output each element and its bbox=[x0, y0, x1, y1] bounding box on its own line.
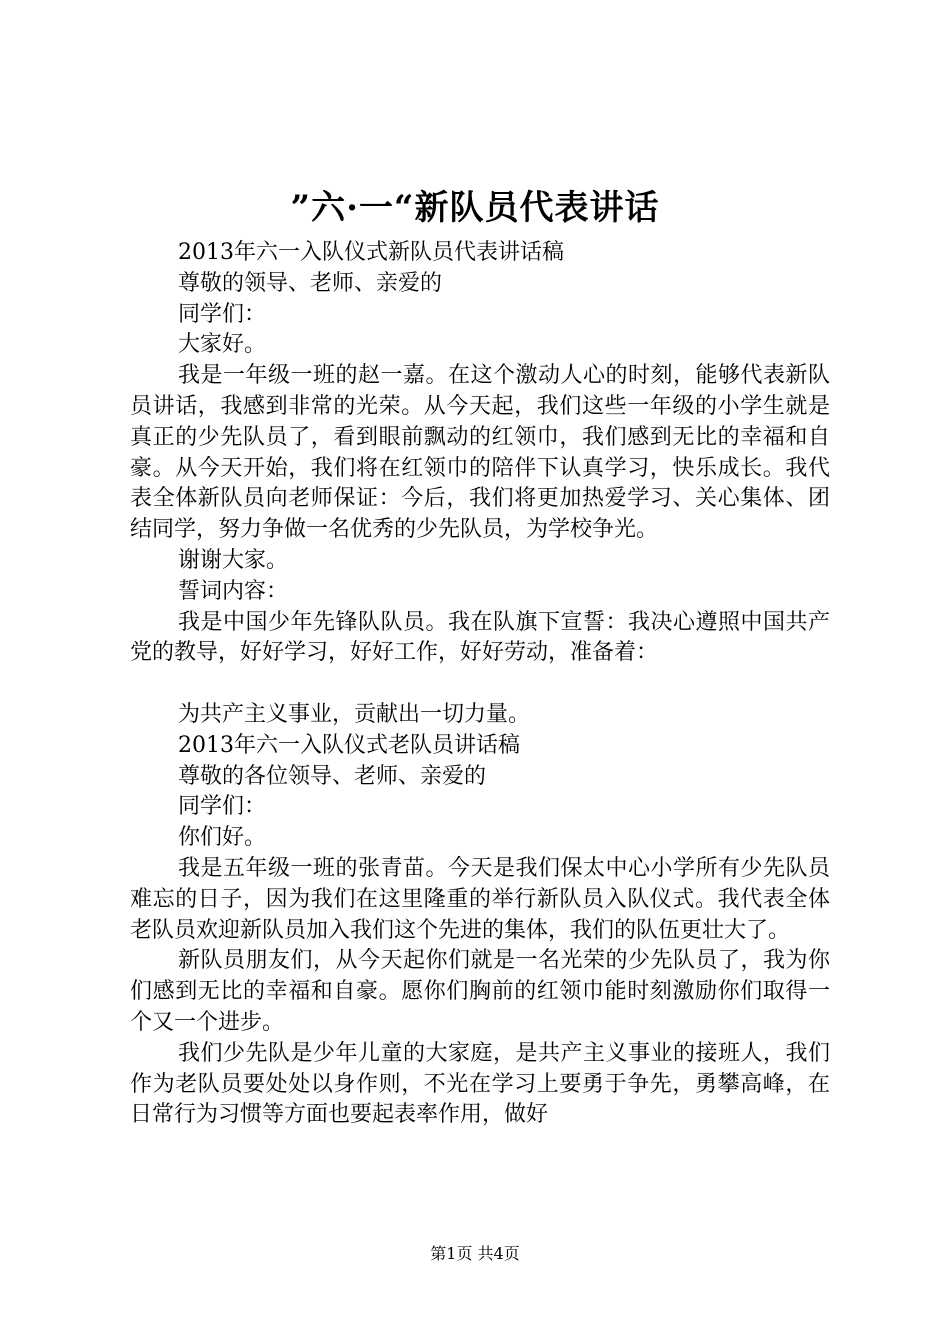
paragraph-speech-2-new-members: 新队员朋友们，从今天起你们就是一名光荣的少先队员了，我为你们感到无比的幸福和自豪。愿你们胸前的红领巾能时刻激励你们取得一个又一个进步。 bbox=[130, 948, 830, 1035]
paragraph-oath-end: 为共产主义事业，贡献出一切力量。 bbox=[178, 701, 531, 727]
paragraph-greeting-2: 你们好。 bbox=[178, 825, 267, 851]
paragraph-oath-text: 我是中国少年先锋队队员。我在队旗下宣誓：我决心遵照中国共产党的教导，好好学习，好好工作，好好劳动，准备着： bbox=[130, 609, 830, 666]
paragraph-blank bbox=[130, 669, 830, 700]
paragraph-thanks: 谢谢大家。 bbox=[178, 547, 289, 573]
document-body bbox=[130, 238, 830, 1131]
paragraph-greeting: 大家好。 bbox=[178, 332, 267, 358]
paragraph-speech-body: 我是一年级一班的赵一嘉。在这个激动人心的时刻，能够代表新队员讲话，我感到非常的光荣。从今天起，我们这些一年级的小学生就是真正的少先队员了，看到眼前飘动的红领巾，我们感到无比的幸福和自豪。从今天开始，我们将在红领巾的陪伴下认真学习，快乐成长。我代表全体新队员向老师保证：今后，我们将更加热爱学习、关心集体、团结同学，努力争做一名优秀的少先队员，为学校争光。 bbox=[130, 363, 830, 543]
paragraph-salutation-cont: 同学们： bbox=[178, 301, 267, 327]
paragraph-speech-2-body: 我是五年级一班的张青苗。今天是我们保太中心小学所有少先队员难忘的日子，因为我们在这里隆重的举行新队员入队仪式。我代表全体老队员欢迎新队员加入我们这个先进的集体，我们的队伍更壮大了。 bbox=[130, 855, 830, 943]
paragraph-salutation-2-cont: 同学们： bbox=[178, 794, 267, 820]
paragraph-salutation: 尊敬的领导、老师、亲爱的 bbox=[178, 270, 443, 296]
document-title: ”六·一“新队员代表讲话 bbox=[290, 188, 660, 228]
paragraph-speech-2-role: 我们少先队是少年儿童的大家庭，是共产主义事业的接班人，我们作为老队员要处处以身作则，不光在学习上要勇于争先，勇攀高峰，在日常行为习惯等方面也要起表率作用，做好 bbox=[130, 1040, 830, 1128]
paragraph-oath-heading: 誓词内容： bbox=[178, 578, 289, 604]
paragraph-heading-new-member: 2013年六一入队仪式新队员代表讲话稿 bbox=[178, 240, 564, 265]
paragraph-salutation-2: 尊敬的各位领导、老师、亲爱的 bbox=[178, 763, 487, 789]
paragraph-heading-old-member: 2013年六一入队仪式老队员讲话稿 bbox=[178, 732, 520, 758]
page-footer: 第1页 共4页 bbox=[430, 1244, 520, 1263]
